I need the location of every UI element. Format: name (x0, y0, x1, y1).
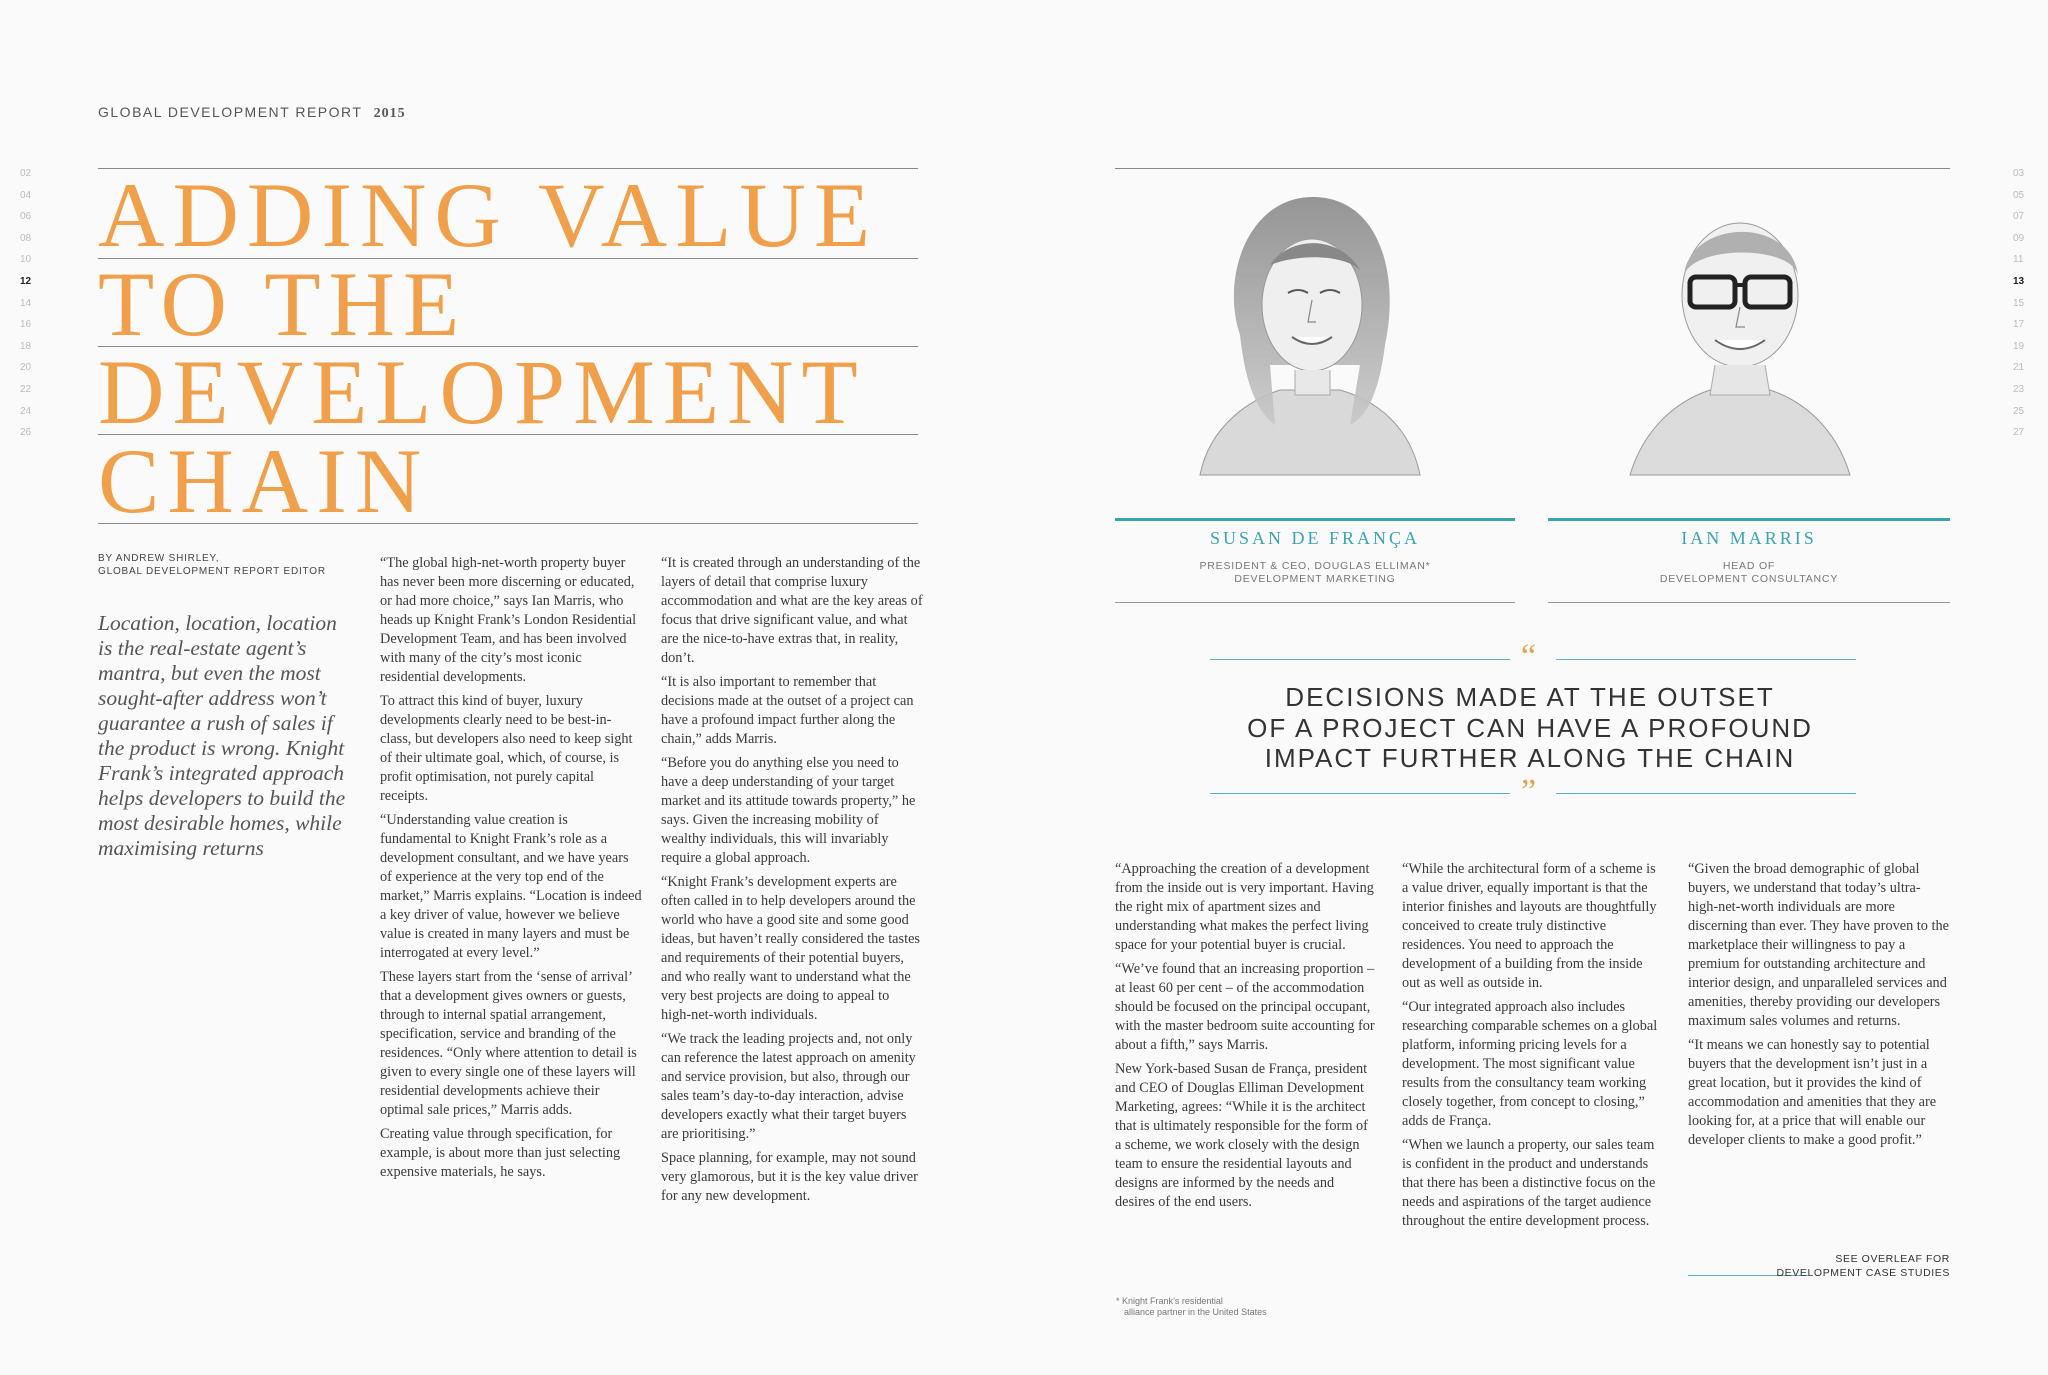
footnote (1116, 1296, 1267, 1318)
body-column-3 (1115, 860, 1377, 1217)
page-number: 10 (20, 254, 32, 266)
page-number: 27 (2013, 427, 2025, 439)
report-header (98, 104, 406, 122)
report-title: GLOBAL DEVELOPMENT REPORT (98, 104, 363, 120)
title-line-4: CHAIN (98, 430, 430, 532)
page-number: 16 (20, 319, 32, 331)
page-number: 17 (2013, 319, 2025, 331)
paragraph: “The global high-net-worth property buyer has never been more discerning or educated, or had more choice,” says Ian Marris, who heads up Knight Frank’s London Residential Development Team, and has been involved with many of the city’s most iconic residential developments. (380, 555, 637, 685)
paragraph: “When we launch a property, our sales team is confident in the product and understands that there has been a distinctive focus on the needs and aspirations of the target audience throughout the entire development process. (1402, 1137, 1656, 1229)
paragraph: “It is created through an understanding of the layers of detail that comprise luxury accommodation and what are the key areas of focus that drive significant value, and what are the nice-to-have extras that, in reality, don’t. (661, 555, 923, 666)
paragraph: “Given the broad demographic of global buyers, we understand that today’s ultra-high-net-worth individuals are more discerning than ever. They have proven to the marketplace their willingness to pay a premium for outstanding architecture and interior design, and unparalleled services and amenities, thereby providing our developers maximum sales volumes and returns. (1688, 861, 1949, 1029)
intro-standfirst: Location, location, location is the real-estate agent’s mantra, but even the most sought-after address won’t guarantee a rush of sales if the product is wrong. Knight Frank’s integrated approach helps developers to build the most desirable homes, while maximising returns (98, 611, 346, 860)
page-number: 23 (2013, 383, 2025, 395)
role-ian-line2: DEVELOPMENT CONSULTANCY (1659, 573, 1839, 585)
close-quote-mark: ” (1521, 773, 1537, 810)
paragraph: “Knight Frank’s development experts are often called in to help developers around the world who have a good site and some good ideas, but haven’t really considered the tastes and requirements of their potential buyers, and who really want to understand what the very best projects are doing to appeal to high-net-worth individuals. (661, 874, 920, 1023)
page-number: 20 (20, 362, 32, 374)
body-column-1 (380, 554, 642, 1187)
pull-quote-line-1: DECISIONS MADE AT THE OUTSET (1285, 682, 1775, 712)
footnote-line-1: * Knight Frank’s residential (1116, 1296, 1223, 1306)
page-number: 12 (20, 275, 32, 287)
role-susan-line2: DEVELOPMENT MARKETING (1234, 573, 1396, 585)
see-overleaf-line-1: SEE OVERLEAF FOR (1835, 1253, 1950, 1265)
page-number: 18 (20, 340, 32, 352)
title-line-2: TO THE (98, 253, 468, 355)
quote-rule-bottom-left (1210, 793, 1510, 794)
name-bar-susan (1115, 518, 1515, 521)
role-susan (1115, 560, 1515, 586)
byline (98, 552, 326, 578)
paragraph: “We’ve found that an increasing proportion – at least 60 per cent – of the accommodation should be focused on the principal occupant, with the master bedroom suite accounting for about a fifth,” says Marris. (1115, 961, 1375, 1053)
paragraph: “We track the leading projects and, not only can reference the latest approach on amenity and service provision, but also, through our sales team’s day-to-day interaction, advise developers exactly what their target buyers are prioritising.” (661, 1031, 916, 1142)
page-number: 04 (20, 189, 32, 201)
page-number: 22 (20, 383, 32, 395)
body-column-2 (661, 554, 923, 1211)
page-number: 09 (2013, 232, 2025, 244)
quote-rule-top-right (1556, 659, 1856, 660)
body-column-5 (1688, 860, 1950, 1155)
name-ian: IAN MARRIS (1681, 528, 1817, 548)
paragraph: To attract this kind of buyer, luxury developments clearly need to be best-in-class, but developers also need to keep sight of their ultimate goal, which, of course, is profit optimisation, not purely capital receipts. (380, 693, 633, 804)
paragraph: “Our integrated approach also includes researching comparable schemes on a global platform, informing pricing levels for a development. The most significant value results from the consultancy team working closely together, from concept to closing,” adds de França. (1402, 999, 1658, 1129)
byline-role: GLOBAL DEVELOPMENT REPORT EDITOR (98, 566, 326, 577)
paragraph: “It means we can honestly say to potential buyers that the development isn’t just in a great location, but it provides the kind of accommodation and amenities that they are looking for, at a price that will enable our developer clients to make a good profit.” (1688, 1037, 1937, 1148)
name-susan: SUSAN DE FRANÇA (1209, 528, 1421, 548)
pull-quote-line-2: OF A PROJECT CAN HAVE A PROFOUND (1247, 712, 1813, 743)
portrait-ian (1620, 185, 1860, 485)
title-line-3: DEVELOPMENT (98, 341, 866, 443)
paragraph: New York-based Susan de França, president and CEO of Douglas Elliman Development Marketing, agrees: “While it is the architect that is ultimately responsible for the form of a scheme, we work closely with the design team to ensure the residential layouts and designs are informed by the needs and desires of the end users. (1115, 1061, 1368, 1210)
page-index-right (2013, 163, 2024, 444)
body-column-4 (1402, 860, 1664, 1236)
name-bar-ian (1548, 518, 1950, 521)
page-number: 14 (20, 297, 32, 309)
right-top-rule (1115, 168, 1950, 169)
pull-quote (1240, 682, 1820, 774)
page-number: 07 (2013, 211, 2025, 223)
page-number: 08 (20, 232, 32, 244)
page-number: 19 (2013, 340, 2025, 352)
paragraph: Space planning, for example, may not sound very glamorous, but it is the key value driver for any new development. (661, 1150, 918, 1204)
paragraph: Creating value through specification, for example, is about more than just selecting expensive materials, he says. (380, 1126, 621, 1180)
see-overleaf-line-2: DEVELOPMENT CASE STUDIES (1776, 1267, 1950, 1279)
page-number: 06 (20, 211, 32, 223)
footnote-line-2: alliance partner in the United States (1124, 1307, 1267, 1317)
page-number: 11 (2013, 254, 2024, 266)
open-quote-mark: “ (1521, 638, 1537, 675)
see-overleaf (1700, 1252, 1950, 1280)
paragraph: “Understanding value creation is fundamental to Knight Frank’s role as a development consultant, and we have years of experience at the very top end of the market,” Marris explains. “Location is indeed a key driver of value, however we believe value is created in many layers and must be interrogated at every level.” (380, 812, 642, 961)
page-number: 02 (20, 168, 32, 179)
report-year: 2015 (373, 106, 406, 121)
role-rule-ian (1548, 602, 1950, 603)
quote-rule-top-left (1210, 659, 1510, 660)
paragraph: “While the architectural form of a scheme is a value driver, equally important is that the interior finishes and layouts are thoughtfully conceived to create truly distinctive residences. You need to approach the development of a building from the inside out as well as outside in. (1402, 861, 1657, 991)
role-susan-line1: PRESIDENT & CEO, DOUGLAS ELLIMAN* (1199, 560, 1431, 572)
page-number: 13 (2013, 275, 2025, 287)
page-number: 21 (2013, 362, 2025, 374)
quote-rule-bottom-right (1556, 793, 1856, 794)
portrait-susan (1180, 185, 1440, 485)
title-line-1: ADDING VALUE (98, 164, 879, 266)
paragraph: “Before you do anything else you need to have a deep understanding of your target market and its attitude towards property,” he says. Given the increasing mobility of wealthy individuals, this will invariably require a global approach. (661, 755, 916, 866)
page-index-left (20, 163, 31, 444)
page-number: 24 (20, 405, 32, 417)
role-ian (1548, 560, 1950, 586)
page-number: 05 (2013, 189, 2025, 201)
page-number: 15 (2013, 297, 2025, 309)
paragraph: “It is also important to remember that decisions made at the outset of a project can have a profound impact further along the chain,” adds Marris. (661, 674, 914, 747)
byline-author: BY ANDREW SHIRLEY, (98, 553, 220, 564)
role-rule-susan (1115, 602, 1515, 603)
paragraph: “Approaching the creation of a development from the inside out is very important. Having the right mix of apartment sizes and understanding what makes the perfect living space for your potential buyer is crucial. (1115, 861, 1374, 953)
paragraph: These layers start from the ‘sense of arrival’ that a development gives owners or guests, through to internal spatial arrangement, specification, service and branding of the residences. “Only where attention to detail is given to every single one of these layers will residential developments achieve their optimal sale prices,” Marris adds. (380, 969, 637, 1118)
page-number: 03 (2013, 168, 2025, 179)
role-ian-line1: HEAD OF (1722, 560, 1776, 572)
page-number: 26 (20, 427, 32, 439)
pull-quote-line-3: IMPACT FURTHER ALONG THE CHAIN (1264, 743, 1796, 773)
page-number: 25 (2013, 405, 2025, 417)
